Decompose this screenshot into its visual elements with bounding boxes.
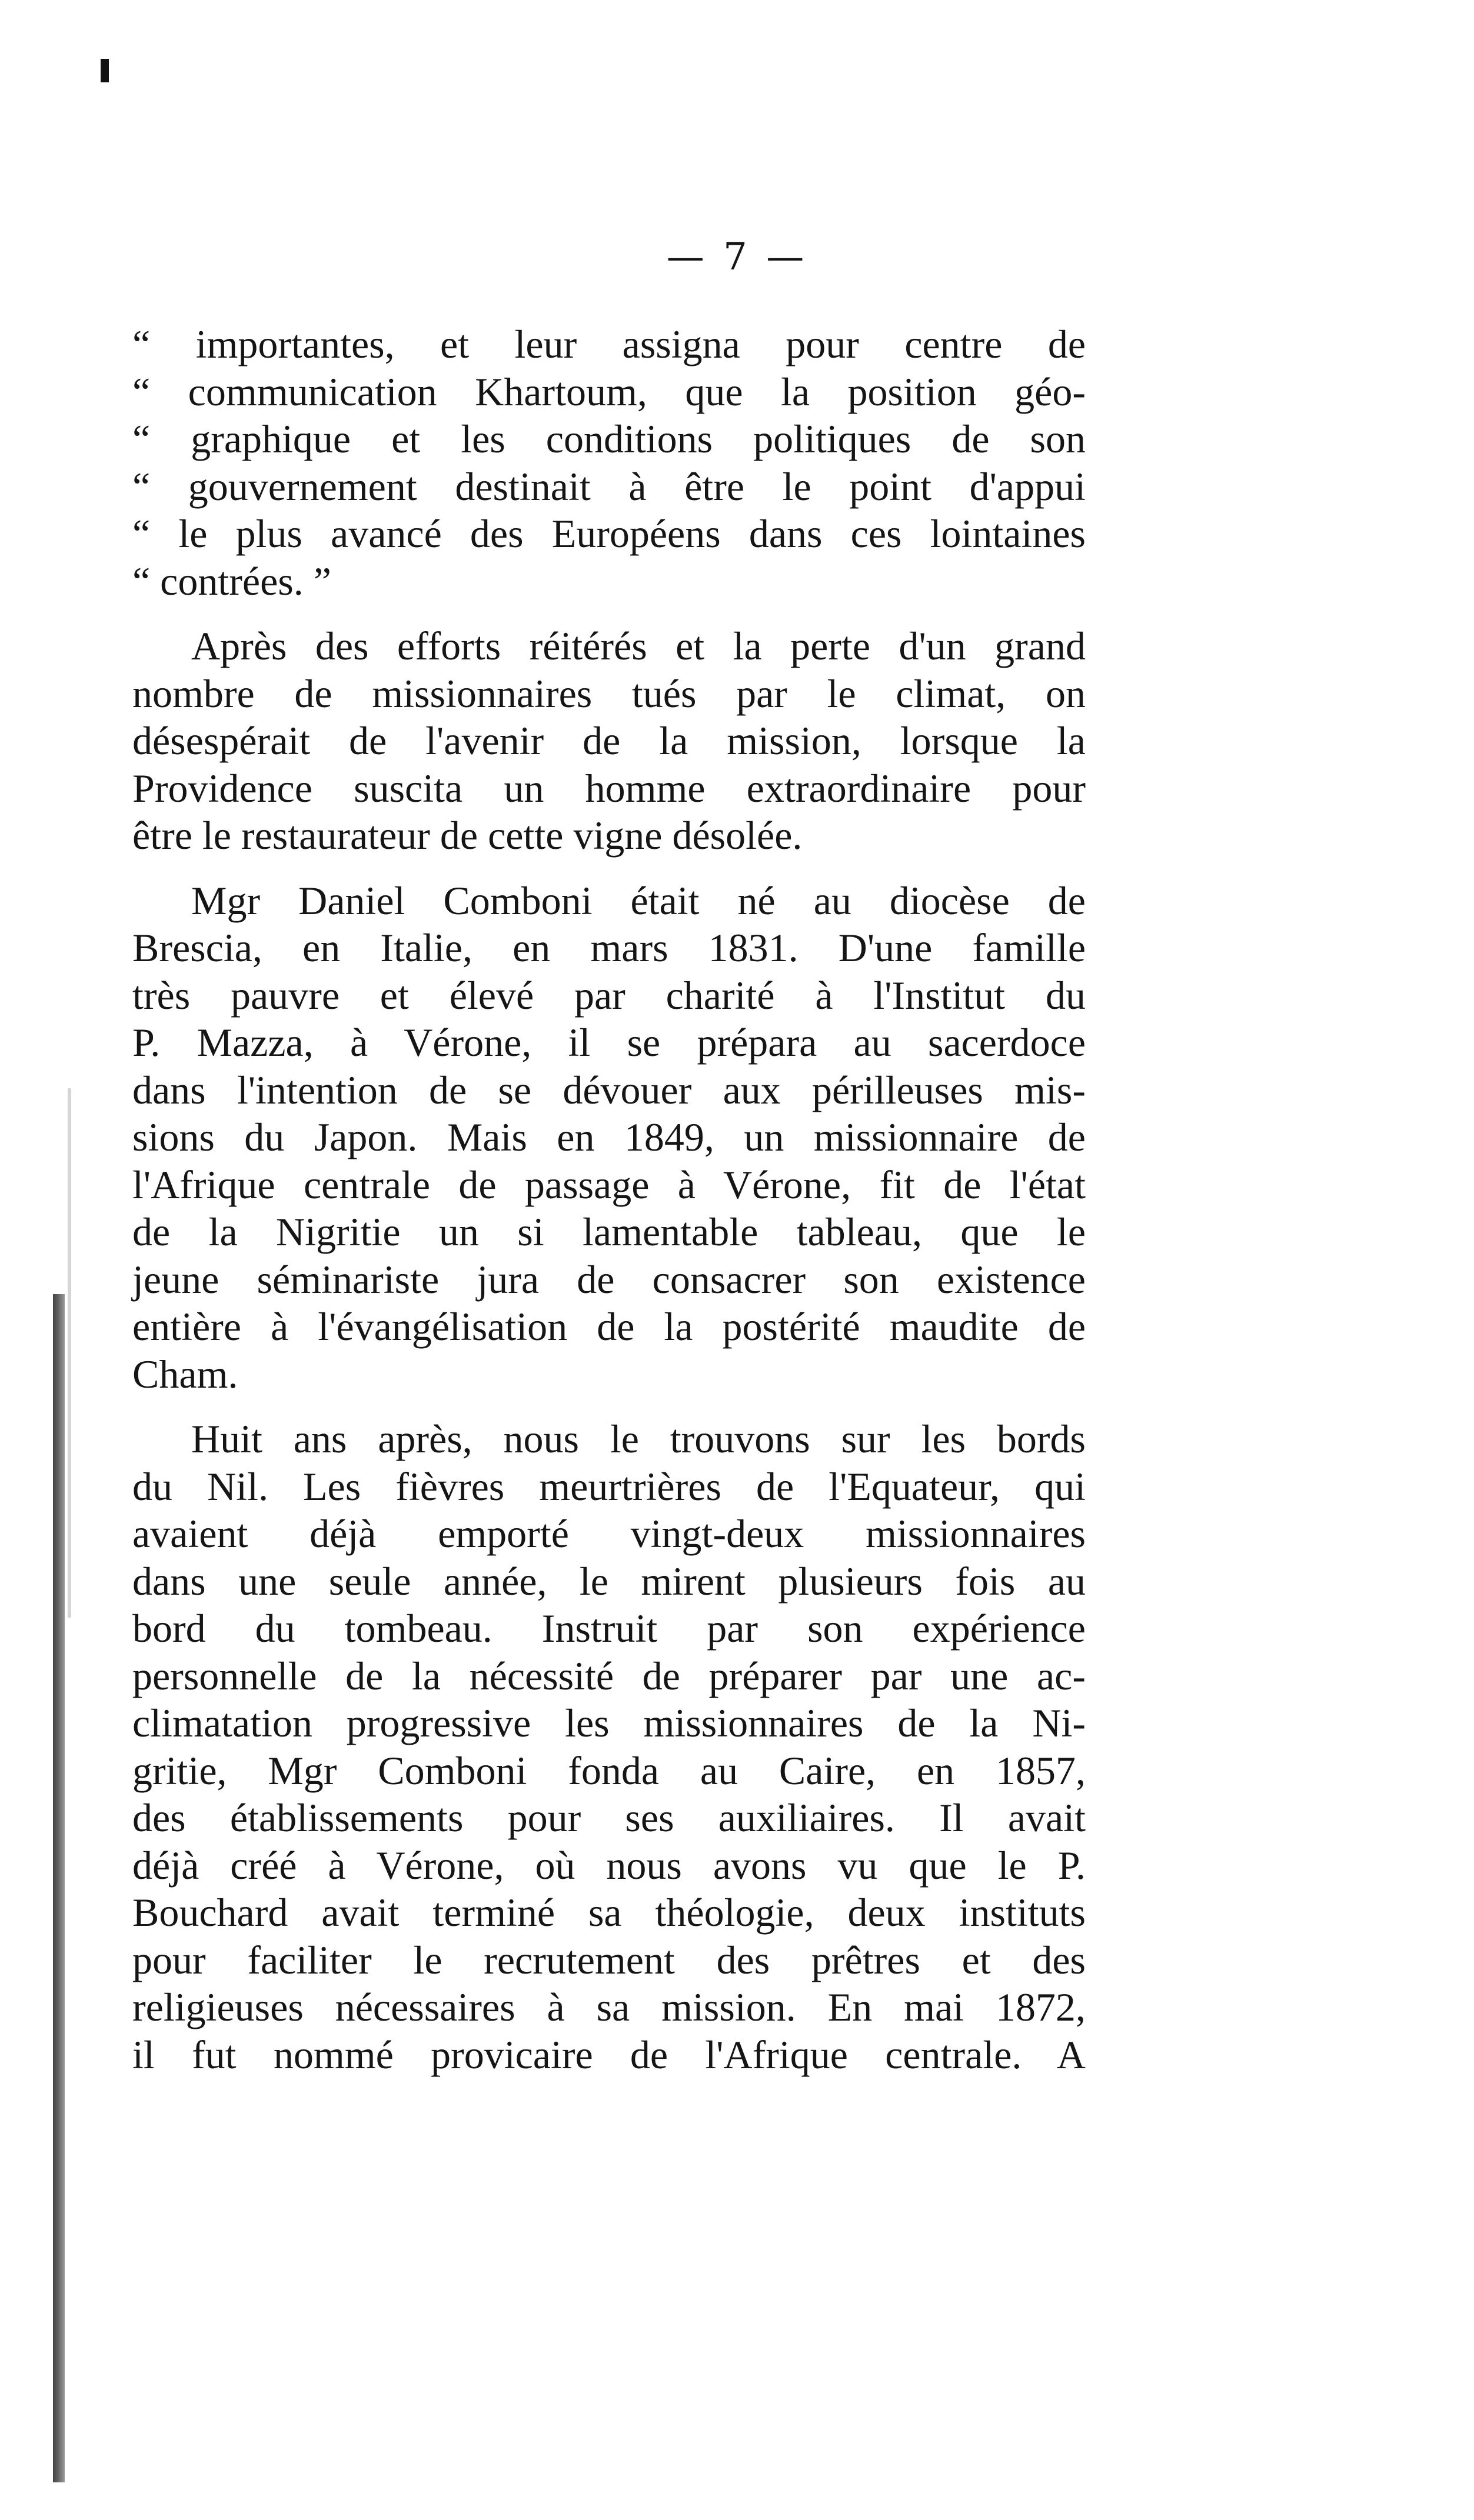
text-line: pour faciliter le recrutement des prêtres et des bbox=[132, 1937, 1086, 1982]
text-line: personnelle de la nécessité de préparer par une ac- bbox=[132, 1653, 1086, 1698]
text-line: avaient déjà emporté vingt-deux missionnaires bbox=[132, 1511, 1086, 1556]
paragraph-gap bbox=[132, 859, 1086, 877]
text-line: Mgr Daniel Comboni était né au diocèse de bbox=[191, 878, 1086, 923]
text-line: dans une seule année, le mirent plusieurs fois au bbox=[132, 1558, 1086, 1604]
text-line: Cham. bbox=[132, 1351, 238, 1396]
paragraph-mission-despair bbox=[132, 622, 1086, 859]
page-number: — 7 — bbox=[666, 235, 808, 279]
text-line: sions du Japon. Mais en 1849, un missionnaire de bbox=[132, 1115, 1086, 1159]
paragraph-nile-years bbox=[132, 1415, 1086, 2078]
text-line: Après des efforts réitérés et la perte d'un grand bbox=[191, 624, 1086, 668]
paragraph-gap bbox=[132, 1398, 1086, 1415]
text-line: “ importantes, et leur assigna pour centre de bbox=[132, 322, 1086, 366]
text-line: il fut nommé provicaire de l'Afrique centrale. A bbox=[132, 2032, 1086, 2077]
text-line: “ communication Khartoum, que la position géo- bbox=[132, 369, 1086, 414]
text-line: de la Nigritie un si lamentable tableau, que le bbox=[132, 1209, 1086, 1254]
paragraph-quotation bbox=[132, 321, 1086, 605]
text-line: du Nil. Les fièvres meurtrières de l'Equateur, qui bbox=[132, 1464, 1086, 1509]
paragraph-comboni-origins bbox=[132, 877, 1086, 1398]
text-line: religieuses nécessaires à sa mission. En mai 1872, bbox=[132, 1985, 1086, 2029]
text-line: nombre de missionnaires tués par le climat, on bbox=[132, 671, 1086, 716]
text-line: très pauvre et élevé par charité à l'Institut du bbox=[132, 972, 1086, 1018]
text-line: gritie, Mgr Comboni fonda au Caire, en 1857, bbox=[132, 1748, 1086, 1793]
text-line: désespérait de l'avenir de la mission, lorsque la bbox=[132, 718, 1086, 763]
text-line: des établissements pour ses auxiliaires. Il avait bbox=[132, 1795, 1086, 1840]
text-line: Huit ans après, nous le trouvons sur les bords bbox=[191, 1416, 1086, 1461]
text-line: “ contrées. ” bbox=[132, 558, 331, 604]
text-line: climatation progressive les missionnaires de la Ni- bbox=[132, 1701, 1086, 1745]
paragraph-gap bbox=[132, 605, 1086, 622]
text-line: Bouchard avait terminé sa théologie, deux instituts bbox=[132, 1890, 1086, 1935]
text-line: déjà créé à Vérone, où nous avons vu que le P. bbox=[132, 1842, 1086, 1888]
text-line: “ gouvernement destinait à être le point d'appui bbox=[132, 464, 1086, 509]
text-line: entière à l'évangélisation de la postérité maudite de bbox=[132, 1304, 1086, 1349]
text-line: bord du tombeau. Instruit par son expérience bbox=[132, 1606, 1086, 1651]
text-line: “ le plus avancé des Européens dans ces lointaines bbox=[132, 511, 1086, 556]
body-text bbox=[132, 321, 1086, 2078]
text-line: Brescia, en Italie, en mars 1831. D'une famille bbox=[132, 925, 1086, 970]
scan-artifact-mark bbox=[101, 59, 109, 82]
text-line: jeune séminariste jura de consacrer son existence bbox=[132, 1256, 1086, 1302]
text-line: l'Afrique centrale de passage à Vérone, fit de l'état bbox=[132, 1162, 1086, 1207]
binding-edge-shadow-light bbox=[68, 1088, 71, 1618]
text-line: Providence suscita un homme extraordinaire pour bbox=[132, 765, 1086, 811]
text-line: être le restaurateur de cette vigne désolée. bbox=[132, 813, 803, 858]
text-line: “ graphique et les conditions politiques de son bbox=[132, 416, 1086, 461]
text-line: P. Mazza, à Vérone, il se prépara au sacerdoce bbox=[132, 1020, 1086, 1065]
binding-edge-shadow bbox=[53, 1294, 65, 2482]
text-line: dans l'intention de se dévouer aux périlleuses mis- bbox=[132, 1067, 1086, 1112]
